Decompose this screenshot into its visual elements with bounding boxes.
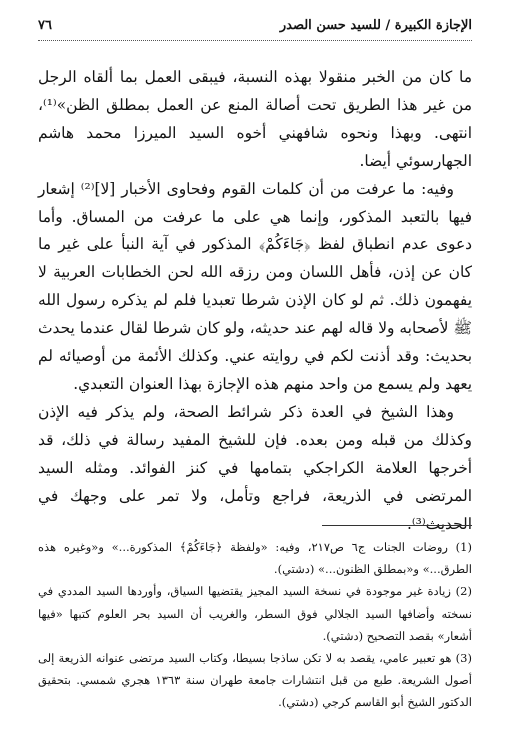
footnotes: [38, 536, 472, 714]
footnote: (2) زيادة غير موجودة في نسخة السيد المجيز يقتضيها السياق، وأوردها السيد المددي في نسخته وأضافها السيد الجلالي فوق السطر، والغريب أن السيد بحر العلوم كتبها «فيها أشعار» بقصد التصحيح (دشتي).: [38, 584, 472, 643]
running-header-title: الإجازة الكبيرة / للسيد حسن الصدر: [279, 18, 472, 33]
paragraph: وفيه: ما عرفت من أن كلمات القوم وفحاوى الأخبار [لا]⁽²⁾ إشعار فيها بالتعبد المذكور، وإنما هي على ما عرفت من المساق. وأما دعوى عدم انطباق لفظ ﴿جَاءَكُمْ﴾ المذكور في آية النبأ على غير ما كان عن إذن، فأهل اللسان ومن رزقه الله لحن الخطابات العربية لا يفهمون ذلك. ثم لو كان الإذن شرطا تعبديا فلم لم يذكره رسول الله ﷺ لأصحابه ولا قاله لهم عند حديثه، ولو كان شرطا لقال عندما يحدث بحديث: وقد أذنت لكم في روايته عني. وكذلك الأئمة من أوصيائه لم يعهد ولم يسمع من واحد منهم هذه الإجازة بهذا العنوان التعبدي.: [38, 179, 472, 393]
main-text: [38, 64, 472, 538]
footnote-separator: [322, 525, 472, 526]
footnote: (3) هو تعبير عامي، يقصد به لا تكن ساذجا بسيطا، وكتاب السيد مرتضى عنوانه الذريعة إلى أصول الشريعة. طبع من قبل انتشارات جامعة طهران سنة ١٣٦٣ هجري شمسي. بتحقيق الدكتور الشيخ أبو القاسم كرجي (دشتي).: [38, 651, 472, 710]
paragraph: ما كان من الخبر منقولا بهذه النسبة، فيبقى العمل بما ألقاه الرجل من غير هذا الطريق تحت أصالة المنع عن العمل بمطلق الظن»⁽¹⁾، انتهى. وبهذا ونحوه شافهني أخوه السيد الميرزا محمد هاشم الجهارسوئي أيضا.: [38, 68, 472, 170]
footnote: (1) روضات الجنات ج٦ ص٢١٧، وفيه: «ولفظة ﴿جَاءَكُمْ﴾ المذكورة...» و«وغيره هذه الطرق...» و«بمطلق الظنون...» (دشتي).: [38, 540, 472, 577]
running-header: [38, 10, 472, 41]
paragraph: وهذا الشيخ في العدة ذكر شرائط الصحة، ولم يذكر فيه الإذن وكذلك من قبله ومن بعده. فإن للشيخ المفيد رسالة في ذلك، قد أخرجها العلامة الكراجكي بتمامها في كنز الفوائد. ومثله السيد المرتضى في الذريعة، فراجع وتأمل، ولا تمر على وجهك في الحديث⁽³⁾.: [38, 402, 472, 533]
page-number: ٧٦: [38, 18, 52, 33]
